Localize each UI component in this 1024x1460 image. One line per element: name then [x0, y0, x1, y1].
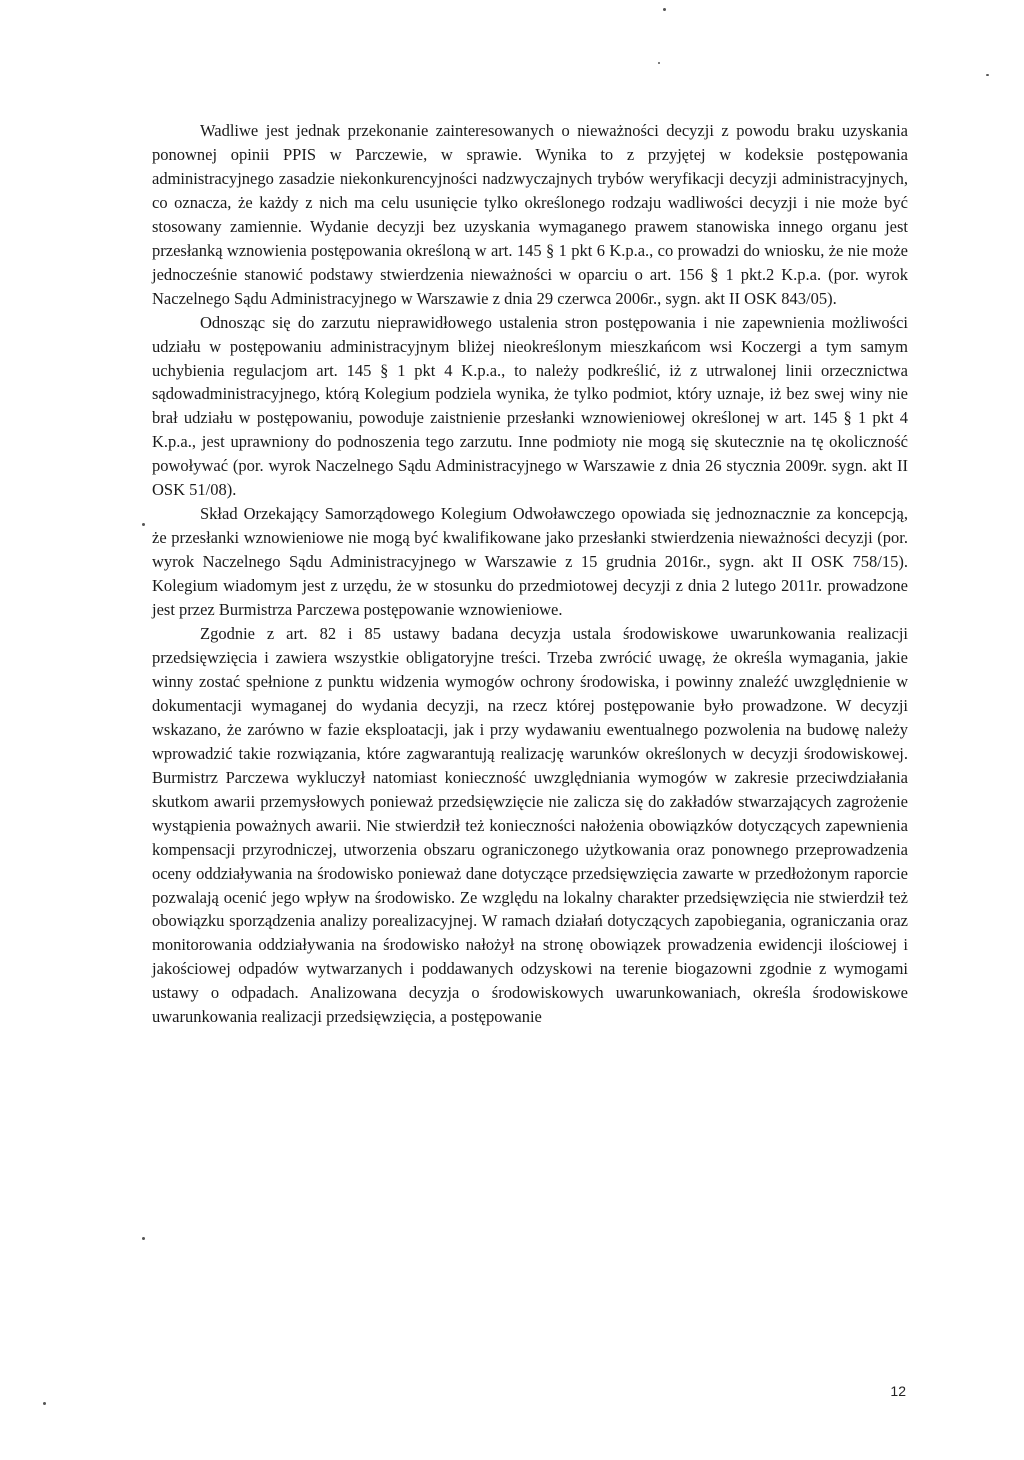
page-number: 12 [890, 1383, 906, 1399]
paragraph-3: Skład Orzekający Samorządowego Kolegium Odwoławczego opowiada się jednoznacznie za koncepcją, że przesłanki wznowieniowe nie mogą być kwalifikowane jako przesłanki stwierdzenia nieważności decyzji (por. wyrok Naczelnego Sądu Administracyjnego w Warszawie z 15 grudnia 2016r., sygn. akt II OSK 758/15). Kolegium wiadomym jest z urzędu, że w stosunku do przedmiotowej decyzji z dnia 2 lutego 2011r. prowadzone jest przez Burmistrza Parczewa postępowanie wznowieniowe. [152, 504, 908, 620]
scan-speck [43, 1402, 46, 1405]
paragraph-1: Wadliwe jest jednak przekonanie zainteresowanych o nieważności decyzji z powodu braku uzyskania ponownej opinii PPIS w Parczewie, w sprawie. Wynika to z przyjętej w kodeksie postępowania administracyjnego zasadzie niekonkurencyjności nadzwyczajnych trybów weryfikacji decyzji administracyjnych, co oznacza, że każdy z nich ma celu usunięcie tylko określonego rodzaju wadliwości decyzji i nie może być stosowany zamiennie. Wydanie decyzji bez uzyskania wymaganego prawem stanowiska innego organu jest przesłanką wznowienia postępowania określoną w art. 145 § 1 pkt 6 K.p.a., co prowadzi do wniosku, że nie może jednocześnie stanowić podstawy stwierdzenia nieważności w oparciu o art. 156 § 1 pkt.2 K.p.a. (por. wyrok Naczelnego Sądu Administracyjnego w Warszawie z dnia 29 czerwca 2006r., sygn. akt II OSK 843/05). [152, 121, 908, 308]
scan-speck [986, 74, 989, 76]
scan-speck [142, 523, 145, 526]
scan-speck [663, 8, 666, 11]
paragraph-4: Zgodnie z art. 82 i 85 ustawy badana decyzja ustala środowiskowe uwarunkowania realizacji przedsięwzięcia i zawiera wszystkie obligatoryjne treści. Trzeba zwrócić uwagę, że określa wymagania, jakie winny zostać spełnione z punktu widzenia wymogów ochrony środowiska, i powinny znaleźć uwzględnienie w dokumentacji wymaganej do wydania decyzji, na rzecz której postępowanie było prowadzone. W decyzji wskazano, że zarówno w fazie eksploatacji, jak i przy wydawaniu ewentualnego pozwolenia na budowę należy wprowadzić takie rozwiązania, które zagwarantują realizację warunków określonych w decyzji środowiskowej. Burmistrz Parczewa wykluczył natomiast konieczność uwzględniania wymogów w zakresie przeciwdziałania skutkom awarii przemysłowych ponieważ przedsięwzięcie nie zalicza się do zakładów stwarzających zagrożenie wystąpienia poważnych awarii. Nie stwierdził też konieczności nałożenia obowiązków dotyczących zapewnienia kompensacji przyrodniczej, utworzenia obszaru ograniczonego użytkowania oraz ponownego przeprowadzenia oceny oddziaływania na środowisko ponieważ dane dotyczące przedsięwzięcia zawarte w przedłożonym raporcie pozwalają ocenić jego wpływ na środowisko. Ze względu na lokalny charakter przedsięwzięcia nie stwierdził też obowiązku sporządzenia analizy porealizacyjnej. W ramach działań dotyczących zapobiegania, ograniczania oraz monitorowania oddziaływania na środowisko nałożył na stronę obowiązek prowadzenia ewidencji ilościowej i jakościowej odpadów wytwarzanych i poddawanych odzyskowi na terenie biogazowni zgodnie z wymogami ustawy o odpadach. Analizowana decyzja o środowiskowych uwarunkowaniach, określa środowiskowe uwarunkowania realizacji przedsięwzięcia, a postępowanie [152, 624, 908, 1027]
scan-speck [142, 1237, 145, 1240]
document-body [152, 119, 908, 1029]
paragraph-2: Odnosząc się do zarzutu nieprawidłowego ustalenia stron postępowania i nie zapewnienia możliwości udziału w postępowaniu administracyjnym bliżej nieokreślonym mieszkańcom wsi Koczergi a tym samym uchybienia regulacjom art. 145 § 1 pkt 4 K.p.a., to należy podkreślić, iż z utrwalonej linii orzecznictwa sądowadministracyjnego, którą Kolegium podziela wynika, że tylko podmiot, który uznaje, iż bez swej winy nie brał udziału w postępowaniu, powoduje zaistnienie przesłanki wznowieniowej określonej w art. 145 § 1 pkt 4 K.p.a., jest uprawniony do podnoszenia tego zarzutu. Inne podmioty nie mogą się skutecznie na tę okoliczność powoływać (por. wyrok Naczelnego Sądu Administracyjnego w Warszawie z dnia 26 stycznia 2009r. sygn. akt II OSK 51/08). [152, 312, 908, 500]
scan-speck [658, 62, 660, 64]
